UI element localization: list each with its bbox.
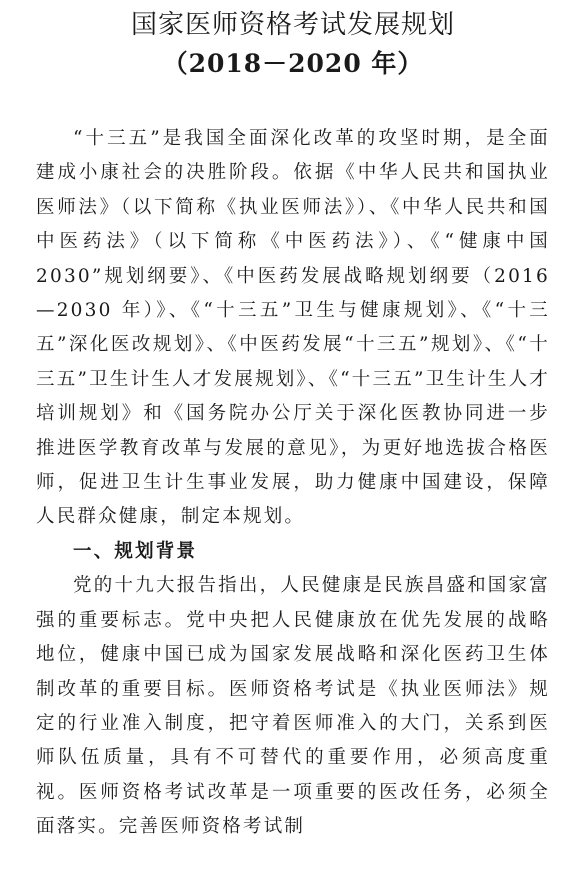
document-subtitle: （2018－2020 年）: [162, 49, 424, 78]
section-paragraph: 党的十九大报告指出，人民健康是民族昌盛和国家富强的重要标志。党中央把人民健康放在优先发展的战略地位，健康中国已成为国家发展战略和深化医药卫生体制改革的重要目标。医师资格考试是《执业医师法》规定的行业准入制度，把守着医师准入的大门，关系到医师队伍质量，具有不可替代的重要作用，必须高度重视。医师资格考试改革是一项重要的医改任务，必须全面落实。完善医师资格考试制: [36, 575, 550, 838]
intro-paragraph: “十三五”是我国全面深化改革的攻坚时期，是全面建成小康社会的决胜阶段。依据《中华人民共和国执业医师法》（以下简称《执业医师法》）、《中华人民共和国中医药法》（以下简称《中医药法》）、《“健康中国 2030”规划纲要》、《中医药发展战略规划纲要（2016—2030 年）》、《“十三五”卫生与健康规划》、《“十三五”深化医改规划》、《中医药发展“十三五”规划》、《“十三五”卫生计生人才发展规划》、《“十三五”卫生计生人才培训规划》和《国务院办公厅关于深化医教协同进一步推进医学教育改革与发展的意见》，为更好地选拔合格医师，促进卫生计生事业发展，助力健康中国建设，保障人民群众健康，制定本规划。: [36, 128, 550, 528]
section-heading: 一、规划背景: [73, 540, 198, 562]
document-body: [36, 122, 550, 845]
document-title: 国家医师资格考试发展规划: [130, 10, 455, 40]
